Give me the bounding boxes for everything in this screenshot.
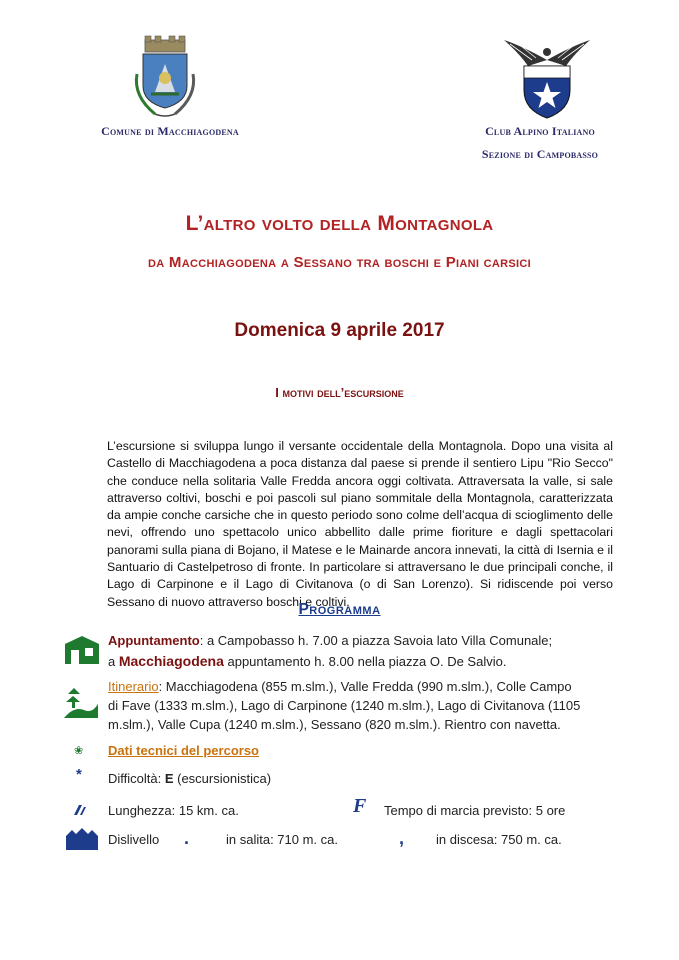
comune-name: Comune di Macchiagodena	[101, 124, 239, 138]
comune-coat-of-arms	[125, 34, 205, 120]
dati-icon: ❀	[74, 745, 84, 757]
club-section: Sezione di Campobasso	[481, 147, 599, 161]
event-subtitle: da Macchiagodena a Sessano tra boschi e Piani carsici	[147, 254, 532, 271]
appuntamento-text-2: appuntamento h. 8.00 nella piazza O. De Salvio.	[223, 654, 507, 669]
event-title: L’altro volto della Montagnola	[185, 212, 494, 235]
tempo-text: Tempo di marcia previsto: 5 ore	[384, 803, 566, 818]
appuntamento-line-2	[108, 653, 506, 669]
dati-tecnici-label	[108, 743, 259, 758]
cai-eagle-logo	[502, 38, 592, 120]
appuntamento-a: a	[108, 654, 119, 669]
difficolta-label: Difficoltà:	[108, 771, 165, 786]
descent-icon: ,	[399, 828, 405, 848]
club-name: Club Alpino Italiano	[485, 124, 595, 138]
programma-heading: Programma	[298, 601, 381, 618]
lunghezza-text: Lunghezza: 15 km. ca.	[108, 803, 239, 818]
appuntamento-line-1	[108, 633, 552, 648]
appuntamento-label: Appuntamento	[108, 633, 200, 648]
difficolta-line	[108, 771, 271, 786]
dislivello-label: Dislivello	[108, 832, 160, 847]
motivi-heading: I motivi dell’escursione	[275, 385, 404, 400]
appuntamento-text-1: : a Campobasso h. 7.00 a piazza Savoia lato Villa Comunale;	[199, 633, 553, 648]
difficulty-icon: *	[76, 766, 82, 783]
elevation-icon	[66, 828, 98, 850]
salita-text: in salita: 710 m. ca.	[226, 832, 338, 847]
itinerario-line-3: m.slm.), Valle Cupa (1240 m.slm.), Sessano (820 m.slm.). Rientro con navetta.	[108, 717, 561, 732]
meeting-point-icon	[63, 636, 103, 666]
itinerario-line-1	[108, 679, 572, 694]
itinerario-text-1: : Macchiagodena (855 m.slm.), Valle Fredda (990 m.slm.), Colle Campo	[158, 679, 572, 694]
ascent-icon: .	[184, 828, 190, 848]
length-icon	[73, 804, 87, 816]
itinerario-line-2: di Fave (1333 m.slm.), Lago di Carpinone (1240 m.slm.), Lago di Civitanova (1105	[108, 698, 581, 713]
route-icon	[64, 688, 98, 718]
difficolta-value: E	[164, 771, 174, 786]
appuntamento-town: Macchiagodena	[118, 653, 224, 669]
intro-paragraph: L’escursione si sviluppa lungo il versante occidentale della Montagnola. Dopo una visita al Castello di Macchiagodena a poca distanza dal paese si prende il sentiero Lipu "Rio Secco" che conduce nella solitaria Valle Fredda ancora oggi coltivata. Attraversata la valle, si sale attraverso coltivi, boschi e poi pascoli sul piano sommitale della Montagnola, caratterizzata da ampie conche carsiche che in questo periodo sono colme dell’acqua di scioglimento delle nevi, offrendo uno spettacolo unico abbellito dalle prime fioriture e dagli spettacolari panorami sulla piana di Bojano, il Matese e le Mainarde ancora innevati, la città di Isernia e il Santuario di Castelpetroso di fronte. In particolare si attraversano le due principali conche, il Lago di Carpinone e il Lago di Civitanova (o di San Lorenzo). Si ridiscende poi verso Sessano di nuovo attraverso boschi e coltivi.	[107, 439, 613, 609]
event-date: Domenica 9 aprile 2017	[234, 320, 445, 341]
itinerario-label: Itinerario	[108, 679, 159, 694]
dati-tecnici-text: Dati tecnici del percorso	[108, 743, 259, 758]
difficolta-note: (escursionistica)	[173, 771, 272, 786]
discesa-text: in discesa: 750 m. ca.	[436, 832, 562, 847]
time-icon: F	[353, 795, 367, 817]
